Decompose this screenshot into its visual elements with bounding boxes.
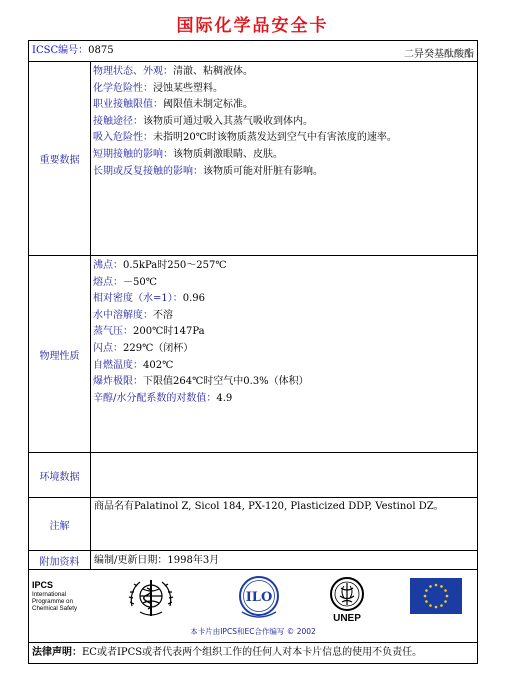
important-line [93,81,477,98]
important-key: 化学危险性： [93,82,153,94]
important-key: 接触途径： [93,115,143,127]
important-data-label: 重要数据 [29,62,91,256]
card-title: 国际化学品安全卡 [176,16,329,36]
important-key: 长期或反复接触的影响： [93,165,203,177]
physical-key: 熔点： [93,276,123,288]
physical-key: 爆炸极限： [93,376,143,388]
eu-star-icon [425,589,428,592]
ipcs-abbr: IPCS [32,580,54,590]
physical-value: 402℃ [143,359,174,371]
physical-key: 水中溶解度： [93,309,153,321]
physical-value: 4.9 [216,392,233,404]
physical-key: 相对密度（水=1）： [93,293,183,305]
important-line [93,147,477,164]
physical-line [93,391,477,408]
who-emblem-icon [126,576,176,620]
important-key: 短期接触的影响： [93,148,173,160]
eu-star-icon [440,604,443,607]
important-value: 该物质可通过吸入其蒸气吸收到体内。 [143,115,313,127]
disclaimer-cell [29,643,478,664]
icsc-label: ICSC编号： [32,45,89,56]
card-header-row [29,41,478,62]
chemical-name: 二异癸基酞酸酯 [404,49,474,60]
physical-key: 蒸气压： [93,326,133,338]
notes-label: 注解 [29,498,91,551]
disclaimer-label: 法律声明： [32,647,82,658]
ilo-emblem-icon [234,574,284,622]
physical-key: 沸点： [93,260,123,271]
ipcs-line-1: International [32,591,67,598]
physical-line [93,258,477,275]
important-value: 清澈、粘稠液体。 [173,66,253,77]
physical-line [93,358,477,375]
eu-star-icon [425,600,428,603]
important-value: 浸蚀某些塑料。 [153,82,223,94]
important-value: 阈限值未制定标准。 [163,99,253,111]
important-value: 该物质可能对肝脏有影响。 [203,165,323,177]
notes-content: 商品名有Palatinol Z, Sicol 184, PX-120, Plasticized DDP, Vestinol DZ。 [91,498,478,551]
physical-key: 闪点： [93,342,123,354]
safety-card-table [28,40,478,664]
physical-line [93,308,477,325]
eu-star-icon [435,584,438,587]
physical-line [93,374,477,391]
additional-row [29,551,478,570]
eu-star-icon [429,585,432,588]
eu-star-icon [444,600,447,603]
physical-properties-content [91,256,478,453]
ipcs-line-2: Programme on [32,598,73,606]
important-data-content [91,62,478,256]
physical-line [93,291,477,308]
notes-row [29,498,478,551]
important-key: 职业接触限值： [93,99,163,111]
physical-key: 自燃温度： [93,359,143,371]
physical-value: 229℃（闭杯） [123,342,194,354]
important-line [93,130,477,147]
logos-cell [29,570,478,643]
logos-row [29,570,478,643]
disclaimer-row [29,643,478,664]
important-line [93,64,477,81]
physical-value: 0.5kPa时250～257℃ [123,260,227,271]
eu-star-icon [435,606,438,609]
ilo-letters: ILO [245,590,273,605]
unep-label: UNEP [333,613,361,624]
physical-properties-row [29,256,478,453]
disclaimer-text: EC或者IPCS或者代表两个组织工作的任何人对本卡片信息的使用不负责任。 [82,647,423,658]
physical-line [93,275,477,292]
important-line [93,164,477,181]
physical-value: 200℃时147Pa [133,326,205,338]
physical-properties-label: 物理性质 [29,256,91,453]
physical-key: 辛醇/水分配系数的对数值： [93,392,217,404]
important-data-row [29,62,478,256]
physical-value: －50℃ [123,276,157,288]
important-value: 该物质刺激眼睛、皮肤。 [173,148,283,160]
additional-content: 编制/更新日期：1998年3月 [91,551,478,570]
important-key: 物理状态、外观： [93,66,173,77]
eu-star-icon [424,595,427,598]
important-value: 未指明20℃时该物质蒸发达到空气中有害浓度的速率。 [153,132,397,144]
header-cell [29,41,478,62]
important-key: 吸入危险性： [93,132,153,144]
environment-row [29,453,478,498]
important-line [93,114,477,131]
environment-content [91,453,478,498]
icsc-number: 0875 [88,45,114,56]
ipcs-line-3: Chemical Safety [32,605,78,613]
eu-star-icon [446,595,449,598]
unep-emblem-icon [322,574,372,624]
important-line [93,97,477,114]
eu-star-icon [440,585,443,588]
physical-value: 不溶 [153,309,173,321]
physical-value: 0.96 [182,293,206,305]
additional-label: 附加资料 [29,551,91,570]
eu-star-icon [444,589,447,592]
eu-flag-icon [410,578,462,614]
eu-star-icon [429,604,432,607]
logos-footer-note: 本卡片由IPCS和EC合作编写 © 2002 [190,627,316,636]
environment-label: 环境数据 [29,453,91,498]
physical-line [93,324,477,341]
ipcs-logo-text [32,580,77,613]
physical-line [93,341,477,358]
physical-value: 下限值264℃时空气中0.3%（体积） [143,376,309,388]
